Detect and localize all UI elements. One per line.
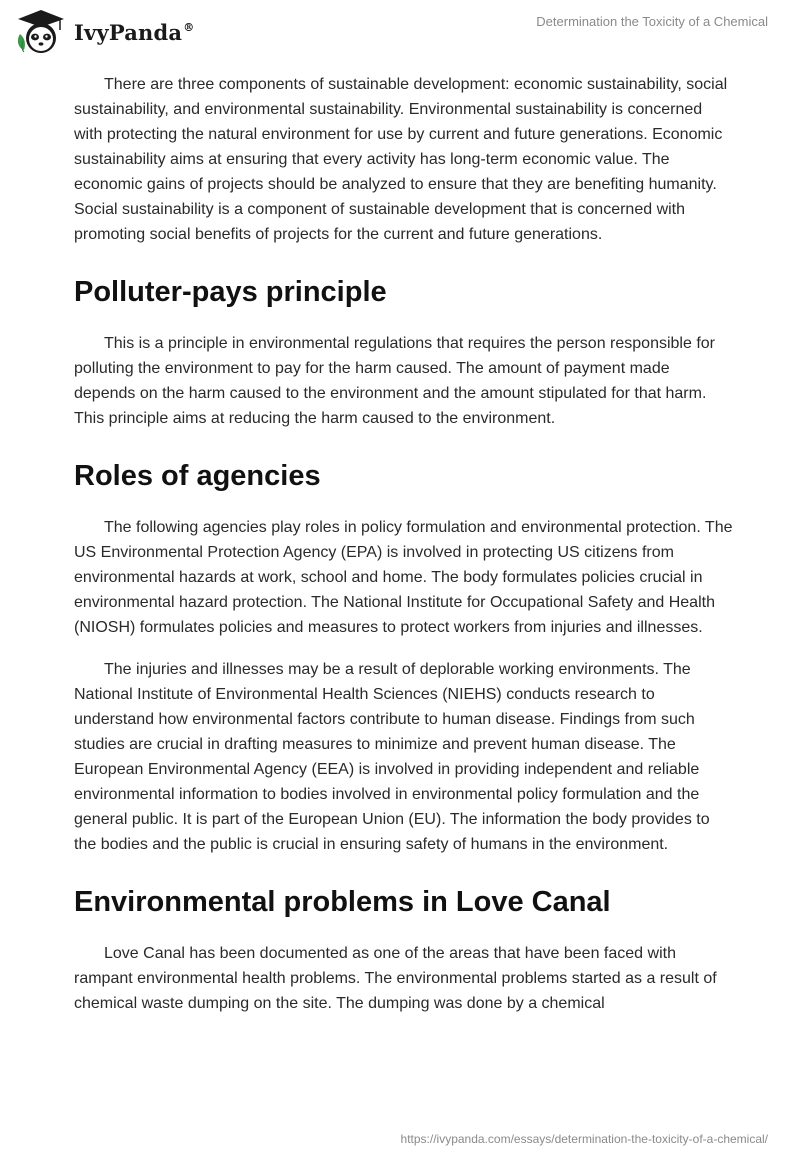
source-url-link[interactable]: https://ivypanda.com/essays/determination-the-toxicity-of-a-chemical/: [400, 1132, 768, 1146]
heading-polluter-pays: Polluter-pays principle: [74, 276, 387, 308]
paragraph: The injuries and illnesses may be a result of deplorable working environments. The National Institute of Environmental Health Sciences (NIEHS) conducts research to understand how environmental factors contribute to human disease. Findings from such studies are crucial in drafting measures to minimize and prevent human disease. The European Environmental Agency (EEA) is involved in providing independent and reliable environmental information to bodies involved in environmental policy formulation and the general public. It is part of the European Union (EU). The information the body provides to the bodies and the public is crucial in ensuring safety of humans in the environment.: [74, 661, 710, 853]
heading-roles-of-agencies: Roles of agencies: [74, 460, 321, 492]
paragraph: This is a principle in environmental regulations that requires the person responsible for polluting the environment to pay for the harm caused. The amount of payment made depends on the harm caused to the environment and the amount stipulated for that harm. This principle aims at reducing the harm caused to the environment.: [74, 335, 715, 427]
document-title: Determination the Toxicity of a Chemical: [536, 14, 768, 29]
intro-paragraph: There are three components of sustainable development: economic sustainability, social sustainability, and environmental sustainability. Environmental sustainability is concerned with protecting the natural environment for use by current and future generations. Economic sustainability aims at ensuring that every activity has long-term economic value. The economic gains of projects should be analyzed to ensure that they are benefiting humanity. Social sustainability is a component of sustainable development that is concerned with promoting social benefits of projects for the current and future generations.: [74, 76, 728, 243]
heading-love-canal: Environmental problems in Love Canal: [74, 886, 611, 918]
panda-graduate-icon: [14, 8, 68, 56]
brand-name: IvyPanda®: [74, 19, 195, 45]
paragraph: The following agencies play roles in policy formulation and environmental protection. The US Environmental Protection Agency (EPA) is involved in protecting US citizens from environmental hazards at work, school and home. The body formulates policies crucial in environmental hazard protection. The National Institute for Occupational Safety and Health (NIOSH) formulates policies and measures to protect workers from injuries and illnesses.: [74, 519, 733, 636]
ivypanda-logo[interactable]: [14, 8, 194, 56]
article-body: [74, 72, 734, 1033]
page-header: [0, 0, 800, 60]
paragraph: Love Canal has been documented as one of the areas that have been faced with rampant environmental health problems. The environmental problems started as a result of chemical waste dumping on the site. The dumping was done by a chemical: [74, 945, 717, 1012]
registered-mark: ®: [183, 20, 195, 34]
